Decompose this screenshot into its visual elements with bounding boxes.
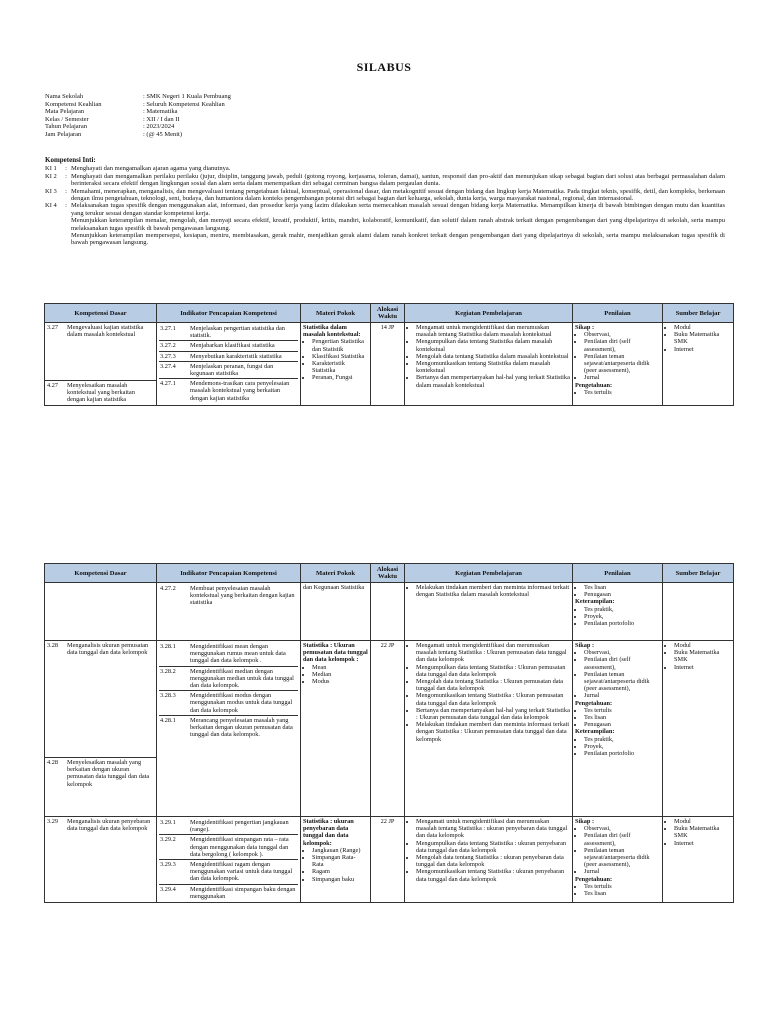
list-item: • Mengamati untuk mengidentifikasi dan merumuskan masalah tentang Statistika dalam masalah kontekstual <box>416 324 570 338</box>
list-item: • Modul <box>674 324 731 331</box>
indikator-number: 3.27.2 <box>160 342 176 350</box>
column-header: Penilaian <box>573 564 663 583</box>
indikator-item <box>159 362 298 379</box>
ki-row <box>45 188 725 203</box>
info-row <box>45 101 231 109</box>
column-header: Indikator Pencapaian Kompetensi <box>157 304 301 323</box>
list-item: • Penilaian teman sejawat/antarpeserta didik (peer assessment), <box>584 671 660 693</box>
indikator-number: 3.27.4 <box>160 362 176 370</box>
ki-row <box>45 202 725 217</box>
list-item: • Mengolah data tentang Statistika : Ukuran pemusatan data tunggal dan data kelompok <box>416 678 570 692</box>
kd-4-27: 4.27 Menyelesaikan masalah kontekstual yang berkaitan dengan kajian statistika <box>47 382 135 404</box>
list-item: • Penilaian teman sejawat/antarpeserta didik (peer assessment), <box>584 847 660 869</box>
info-label: Jam Pelajaran <box>45 130 82 138</box>
list-item: • Karakteristik Statistika <box>312 360 368 374</box>
sumber-3-28 <box>663 641 734 817</box>
ki-text: Menghayati dan mengamalkan perilaku perilaku (jujur, disiplin, tanggung jawab, peduli (gotong royong, kerjasama, toleran, damai), santun, responsif dan pro-aktif dan menunjukan sikap sebagai bagian dari solusi atas berbagai permasalahan dalam berinteraksi secara efektif dengan lingkungan sosial dan alam serta dalam menempatkan diri sebagai cerminan bangsa dalam pergaulan dunia. <box>71 172 725 188</box>
list-item: • Jurnal <box>584 374 660 381</box>
list-item: • Penilaian diri (self assessment), <box>584 832 660 846</box>
penilaian-3-29: Sikap : • Observasi, • Penilaian diri (self assessment), • Penilaian teman sejawat/antarpeserta didik (peer assessment), • Jurnal Pengetahuan: • Tes tertulis • Tes lisan <box>573 817 663 903</box>
waktu-3-28: 22 JP <box>371 641 405 817</box>
list-item: • Buku Matematika SMK <box>674 331 731 345</box>
materi-3-28: Statistika : Ukuran pemusatan data tunggal dan data kelompok : • Mean • Median • Modus <box>301 641 371 817</box>
list-item: • Proyek, <box>584 613 660 620</box>
indikator-text: Mengidentifikasi pengertian jangkauan (range). <box>190 819 289 834</box>
indikator-number: 3.27.3 <box>160 352 176 360</box>
indikator-text: Menjelaskan peranan, fungsi dan kegunaan statistika <box>190 362 274 378</box>
list-item: • Penilaian portofolio <box>584 620 660 627</box>
indikator-item <box>159 379 298 403</box>
indikator-text: Mengidentifikasi simpangan baku dengan menggunakan <box>190 885 296 900</box>
ki-separator: : <box>65 202 67 210</box>
info-label: Kelas / Semester <box>45 115 89 123</box>
indikator-number: 3.29.1 <box>160 819 176 826</box>
column-header: Materi Pokok <box>301 304 371 323</box>
indikator-item <box>159 352 298 362</box>
list-item: • Penilaian teman sejawat/antarpeserta didik (peer assessment), <box>584 353 660 375</box>
ki-row <box>45 173 725 188</box>
list-item: • Tes tertulis <box>584 883 660 890</box>
sumber-3-29 <box>663 817 734 903</box>
list-item: • Tes tertulis <box>584 707 660 714</box>
materi-pokok-cont: dan Kegunaan Statistika <box>301 583 371 641</box>
list-item: • Tes praktik, <box>584 606 660 613</box>
kegiatan-pembelajaran <box>405 323 573 406</box>
list-item: • Proyek, <box>584 743 660 750</box>
list-item: • Mengumpulkan data tentang Statistika : ukuran penyebaran data tunggal dan data kelompok <box>416 840 570 854</box>
indikator-item <box>159 341 298 351</box>
indikator-text: Mendemons-trasikan cara penyelesaian masalah kontekstual yang berkaitan dengan kajian statistika <box>190 380 290 402</box>
info-value: : XII / I dan II <box>143 115 180 123</box>
list-item: • Penilaian portofolio <box>584 750 660 757</box>
indikator-text: Menjabarkan klasifikasi statistika <box>190 342 275 350</box>
list-item: • Buku Matematika SMK <box>674 825 731 839</box>
indikator-number: 4.27.1 <box>160 380 176 388</box>
column-header: Kompetensi Dasar <box>45 304 157 323</box>
list-item: • Bertanya dan mempertanyakan hal-hal yang terkait Statistika : Ukuran pemusatan data tunggal dan data kelompok <box>416 707 570 721</box>
list-item: • Mengolah data tentang Statistika dalam masalah kontekstual <box>416 353 570 360</box>
kegiatan-3-28 <box>405 641 573 817</box>
list-item: • Mean <box>312 664 368 671</box>
list-item: • Mengamati untuk mengidentifikasi dan merumuskan masalah tentang Statistika : ukuran penyebaran data tunggal dan data kelompok <box>416 818 570 840</box>
list-item: • Mengomunikasikan tentang Statistika dalam masalah kontekstual <box>416 360 570 374</box>
list-item: • Mengolah data tentang Statistika : ukuran penyebaran data tunggal dan data kelompok <box>416 854 570 868</box>
syllabus-table-1 <box>44 303 734 406</box>
column-header: Sumber Belajar <box>663 564 734 583</box>
info-label: Mata Pelajaran <box>45 108 85 116</box>
list-item: • Mengamati untuk mengidentifikasi dan merumuskan masalah tentang Statistika : Ukuran pemusatan data tunggal dan data kelompok <box>416 642 570 664</box>
list-item: • Mengumpulkan data tentang Statistika dalam masalah kontekstual <box>416 338 570 352</box>
list-item: • Modul <box>674 642 731 649</box>
list-item: • Observasi, <box>584 331 660 338</box>
list-item: • Tes lisan <box>584 890 660 897</box>
indikator-number: 3.29.2 <box>160 836 176 844</box>
sumber-belajar <box>663 323 734 406</box>
ki-row <box>45 165 725 172</box>
list-item: • Penilaian diri (self assessment), <box>584 338 660 352</box>
materi-3-29: Statistika : ukuran penyebaran data tunggal dan data kelompok: • Jangkauan (Range) • Simpangan Rata- Rata • Ragam • Simpangan baku <box>301 817 371 903</box>
info-row <box>45 93 231 101</box>
indikator-item <box>159 860 298 885</box>
list-item: • Melakukan tindakan memberi dan meminta informasi terkait dengan Statistika dalam masalah kontekstual <box>416 584 570 598</box>
indikator-text: Menjelaskan pengertian statistika dan statistik. <box>190 325 285 340</box>
ki-code: KI 3 <box>45 187 57 195</box>
list-item: • Jurnal <box>584 692 660 699</box>
indikator-item <box>159 885 298 901</box>
indikator-item <box>159 324 298 341</box>
syllabus-table-2 <box>44 563 734 903</box>
info-label: Tahun Pelajaran <box>45 123 87 131</box>
kd-3-28: 3.28 Menganalisis ukuran pemusatan data tunggal dan data kelompok <box>45 641 156 758</box>
column-header: Materi Pokok <box>301 564 371 583</box>
materi-pokok: Statistika dalam masalah kontekstual: • Pengertian Statistika dan Statistik • Klasifikasi Statistika • Karakteristik Statistika • Peranan, Fungsi <box>301 323 371 406</box>
list-item: • Penugasan <box>584 591 660 598</box>
list-item: • Klasifikasi Statistika <box>312 353 368 360</box>
indikator-number: 4.28.1 <box>160 716 176 724</box>
indikator-text: Mengidentifikasi median dengan menggunakan median untuk data tunggal dan data kelompok. <box>190 667 294 690</box>
list-item: • Internet <box>674 346 731 353</box>
indikator-text: Mengidentifikasi modus dengan menggunakan modus untuk data tunggal dan data kelompok <box>190 692 293 714</box>
ki-text: Memahami, menerapkan, menganalisis, dan mengevaluasi tentang pengetahuan faktual, konseptual, operasional dasar, dan metakognitif sesuai dengan bidang dan lingkup kerja Matematika. Pada tingkat teknis, spesifik, detil, dan kompleks, berkenaan dengan ilmu pengetahuan, teknologi, seni, budaya, dan humaniora dalam konteks pengembangan potensi diri sebagai bagian dari keluarga, sekolah, dunia kerja, warga masyarakat nasional, regional, dan internasional. <box>71 187 725 203</box>
info-row <box>45 123 231 131</box>
list-item: • Observasi, <box>584 649 660 656</box>
list-item: • Jangkauan (Range) <box>312 847 368 854</box>
indikator-list <box>157 323 301 406</box>
list-item: • Tes praktik, <box>584 736 660 743</box>
column-header: Sumber Belajar <box>663 304 734 323</box>
ki-separator: : <box>65 172 67 180</box>
column-header: Indikator Pencapaian Kompetensi <box>157 564 301 583</box>
info-value: : 2023/2024 <box>143 123 175 131</box>
ki-code: KI 1 <box>45 165 57 173</box>
info-value: : (@ 45 Menit) <box>143 130 183 138</box>
ki4-extra-2: Menunjukkan keterampilan mempersepsi, kesiapan, meniru, membiasakan, gerak mahir, menjadikan gerak alami dalam ranah konkret terkait dengan pengembangan dari yang dipelajarinya di sekolah, serta mampu melaksanakan tugas spesifik di bawah pengawasan langsung. <box>71 232 725 247</box>
indikator-3-29-list <box>157 817 301 903</box>
indikator-text: Mengidentifikasi ragam dengan menggunakan variasi untuk data tunggal dan data kelompok. <box>190 861 293 883</box>
info-row <box>45 116 231 124</box>
list-item: • Buku Matematika SMK <box>674 649 731 663</box>
ki-text: Melaksanakan tugas spesifik dengan menggunakan alat, informasi, dan prosedur kerja yang lazim dilakukan serta memecahkan masalah sesuai dengan bidang kerja Matematika. Menampilkan kinerja di bawah bimbingan dengan mutu dan kuantitas yang terukur sesuai dengan standar kompetensi kerja. <box>71 202 725 217</box>
info-value: : Seluruh Kompetensi Keahlian <box>143 100 225 108</box>
list-item: • Melakukan tindakan memberi dan meminta informasi terkait dengan Statistika : Ukuran pemusatan data tunggal dan data kelompok <box>416 721 570 743</box>
penilaian-3-28: Sikap : • Observasi, • Penilaian diri (self assessment), • Penilaian teman sejawat/antarpeserta didik (peer assessment), • Jurnal Pengetahuan: • Tes tertulis • Tes lisan • Penugasan Keterampilan: • Tes praktik, • Proyek, • Penilaian portofolio <box>573 641 663 817</box>
penilaian: Sikap : • Observasi, • Penilaian diri (self assessment), • Penilaian teman sejawat/antarpeserta didik (peer assessment), • Jurnal Pengetahuan: • Tes tertulis <box>573 323 663 406</box>
info-value: : SMK Negeri 1 Kuala Pembuang <box>143 93 231 100</box>
info-value: : Matematika <box>143 108 178 116</box>
ki-code: KI 4 <box>45 202 57 210</box>
list-item: • Bertanya dan mempertanyakan hal-hal yang terkait Statistika dalam masalah kontekstual <box>416 374 570 388</box>
indikator-number: 3.29.4 <box>160 885 176 893</box>
indikator-text: Merancang penyelesaian masalah yang berkaitan dengan ukuran pemusatan data tunggal dan data kelompok. <box>190 716 293 739</box>
kegiatan-3-29 <box>405 817 573 903</box>
indikator-item <box>159 642 298 667</box>
list-item: • Mengumpulkan data tentang Statistika : Ukuran pemusatan data tunggal dan data kelompok <box>416 664 570 678</box>
list-item: • Mengomunikasikan tentang Statistika : ukuran penyebaran data tunggal dan data kelompok <box>416 868 570 882</box>
list-item: • Mengomunikasikan tentang Statistika : Ukuran pemusatan data tunggal dan data kelompok <box>416 692 570 706</box>
column-header: Alokasi Waktu <box>371 564 405 583</box>
column-header: Penilaian <box>573 304 663 323</box>
column-header: Alokasi Waktu <box>371 304 405 323</box>
indikator-3-28-list <box>157 641 301 817</box>
indikator-number: 3.28.3 <box>160 692 176 700</box>
waktu-3-29: 22 JP <box>371 817 405 903</box>
page-title: SILABUS <box>356 60 412 74</box>
info-label: Kompetensi Keahlian <box>45 100 102 108</box>
list-item: • Median <box>312 671 368 678</box>
alokasi-waktu: 14 JP <box>371 323 405 406</box>
list-item: • Simpangan Rata- Rata <box>312 854 368 868</box>
list-item: • Observasi, <box>584 825 660 832</box>
list-item: • Modul <box>674 818 731 825</box>
list-item: • Internet <box>674 840 731 847</box>
list-item: • Tes lisan <box>584 714 660 721</box>
ki4-extra-1: Menunjukkan keterampilan menalar, mengolah, dan menyaji secara efektif, kreatif, produktif, kritis, mandiri, kolaboratif, komunikatif, dan solutif dalam ranah abstrak terkait dengan pengembangan dari yang dipelajarinya di sekolah, serta mampu melaksanakan tugas spesifik di bawah pengawasan langsung. <box>71 217 725 232</box>
indikator-4-27-2: 4.27.2 Membuat penyelesaian masalah kontekstual yang berkaitan dengan kajian statistika <box>160 585 295 607</box>
column-header: Kegiatan Pembelajaran <box>405 304 573 323</box>
column-header: Kompetensi Dasar <box>45 564 157 583</box>
indikator-item <box>159 667 298 692</box>
list-item: • Peranan, Fungsi <box>312 374 368 381</box>
list-item: • Tes tertulis <box>584 389 660 396</box>
school-info <box>45 93 231 139</box>
indikator-number: 3.28.1 <box>160 643 176 650</box>
ki-separator: : <box>65 187 67 195</box>
kd-3-29: 3.29 Menganalisis ukuran penyebaran data tunggal dan data kelompok <box>45 817 157 903</box>
list-item: • Tes lisan <box>584 584 660 591</box>
indikator-number: 3.28.2 <box>160 667 176 675</box>
kd-4-28: 4.28 Menyelesaikan masalah yang berkaitan dengan ukuran pemusatan data tunggal dan data kelompok <box>47 759 150 788</box>
info-label: Nama Sekolah <box>45 93 84 100</box>
list-item: • Jurnal <box>584 868 660 875</box>
list-item: • Pengertian Statistika dan Statistik <box>312 338 368 352</box>
ki-text: Menghayati dan mengamalkan ajaran agama yang dianutnya. <box>71 165 231 173</box>
list-item: • Simpangan baku <box>312 876 368 883</box>
list-item: • Penilaian diri (self assessment), <box>584 656 660 670</box>
kompetensi-inti <box>45 157 725 247</box>
indikator-item <box>159 716 298 740</box>
indikator-text: Menyebutkan karakteristik statistika <box>190 352 282 360</box>
list-item: • Internet <box>674 664 731 671</box>
kd-3-27: 3.27 Mengevaluasi kajian statistika dalam masalah kontekstual <box>45 323 156 381</box>
info-row <box>45 131 231 139</box>
indikator-text: Mengidentifikasi mean dengan menggunakan rumus mean untuk data tunggal dan data kelompok . <box>190 643 286 665</box>
indikator-number: 3.29.3 <box>160 861 176 869</box>
ki-code: KI 2 <box>45 172 57 180</box>
list-item: • Ragam <box>312 868 368 875</box>
ki-title: Kompetensi Inti: <box>45 156 96 164</box>
ki-separator: : <box>65 165 67 173</box>
indikator-item <box>159 818 298 835</box>
column-header: Kegiatan Pembelajaran <box>405 564 573 583</box>
penilaian-cont: • Tes lisan • Penugasan Keterampilan: • Tes praktik, • Proyek, • Penilaian portofolio <box>573 583 663 641</box>
indikator-number: 3.27.1 <box>160 325 176 332</box>
list-item: • Penugasan <box>584 721 660 728</box>
indikator-item <box>159 835 298 860</box>
kegiatan-cont <box>405 583 573 641</box>
indikator-text: Mengidentifikasi simpangan rata – rata dengan menggunakan data tunggal dan data bergolong ( kelompok ). <box>190 836 289 858</box>
indikator-item <box>159 691 298 716</box>
list-item: • Modus <box>312 678 368 685</box>
info-row <box>45 108 231 116</box>
